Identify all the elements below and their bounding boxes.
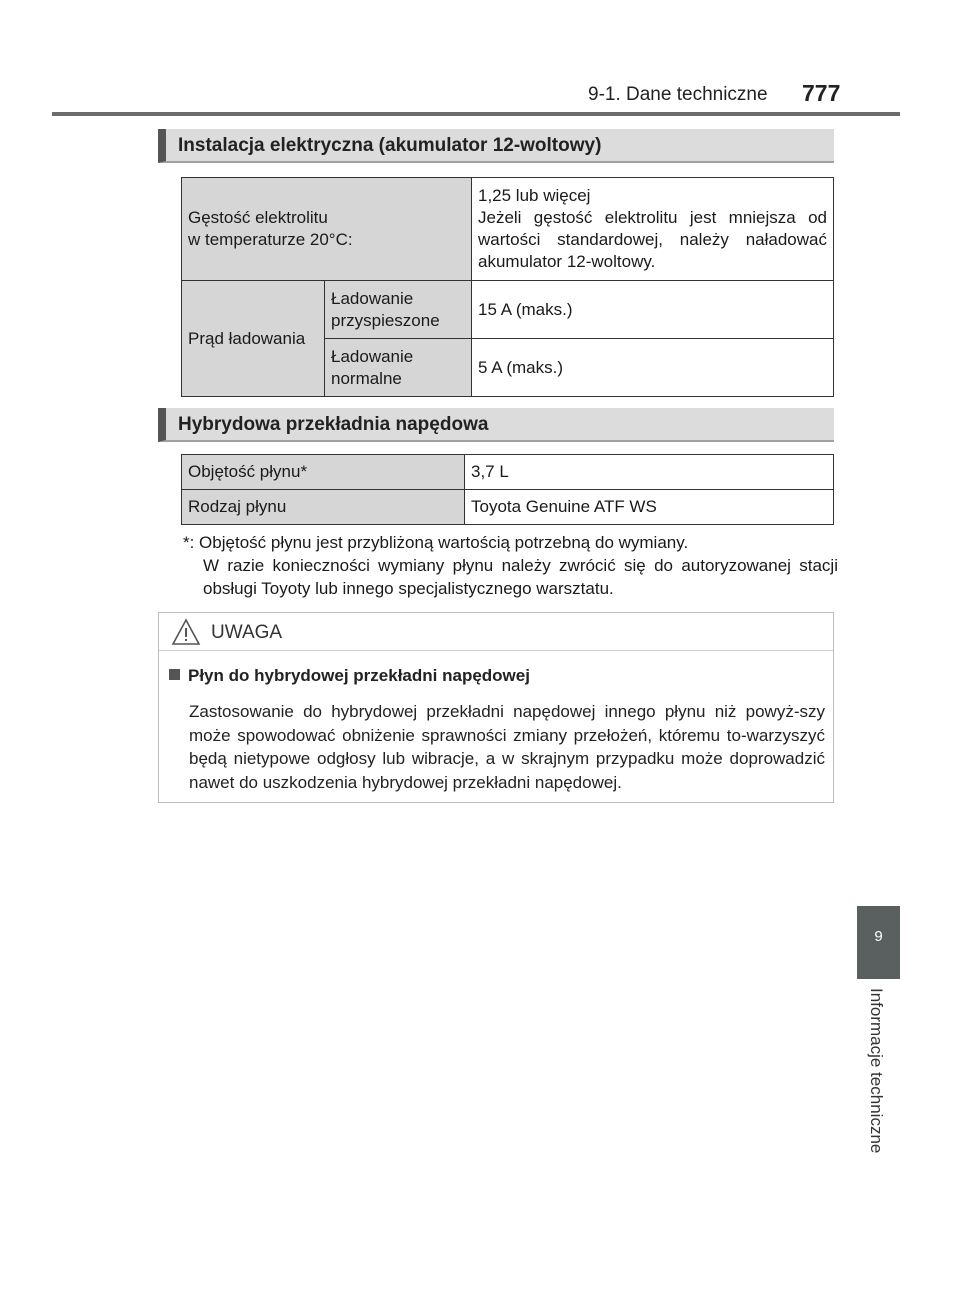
charging-value: 5 A (maks.) [478, 357, 564, 377]
table-row [182, 281, 834, 339]
charging-mode-line1: Ładowanie [331, 346, 414, 366]
chapter-label: Informacje techniczne [867, 988, 886, 1154]
spec-value-cell [465, 490, 834, 525]
warning-item-title [169, 666, 530, 686]
electrical-spec-table [181, 177, 834, 397]
warning-triangle-icon [171, 618, 201, 646]
density-value-cell [472, 178, 834, 281]
density-value-line2: Jeżeli gęstość elektrolitu jest mniejsza od wartości standardowej, należy naładować akumulator 12-woltowy. [478, 208, 827, 271]
chapter-number: 9 [874, 928, 883, 945]
warning-title-bar [159, 613, 833, 651]
charging-mode-line2: normalne [331, 368, 402, 388]
section-heading-transmission [158, 408, 834, 442]
header-rule [52, 112, 900, 116]
density-label-line2: w temperaturze 20°C: [188, 230, 353, 249]
spec-label: Objętość płynu* [188, 462, 308, 481]
charging-current-label: Prąd ładowania [188, 328, 306, 348]
density-value-line1: 1,25 lub więcej [478, 186, 591, 205]
footnote [183, 531, 838, 600]
footnote-continuation: W razie konieczności wymiany płynu należy zwrócić się do autoryzowanej stacji obsługi Toyoty lub innego specjalistycznego warsztatu. [203, 556, 838, 598]
square-bullet-icon [169, 669, 180, 680]
chapter-tab [857, 906, 900, 979]
density-label-line1: Gęstość elektrolitu [188, 208, 328, 227]
warning-item-title-text: Płyn do hybrydowej przekładni napędowej [188, 666, 530, 685]
spec-label-cell [182, 455, 465, 490]
charging-current-label-cell [182, 281, 325, 397]
spec-value: 3,7 L [471, 462, 509, 481]
page-number: 777 [802, 80, 841, 106]
section-heading-electrical [158, 129, 834, 163]
charging-mode-line2: przyspieszone [331, 310, 440, 330]
table-row [182, 490, 834, 525]
warning-item-text: Zastosowanie do hybrydowej przekładni napędowej innego płynu niż powyż-szy może spowodować obniżenie sprawności zmiany przełożeń, któremu to-warzyszyć będą nietypowe odgłosy lub wibracje, a w skrajnym przypadku może doprowadzić nawet do uszkodzenia hybrydowej przekładni napędowej. [189, 702, 825, 792]
density-label-cell [182, 178, 472, 281]
charging-value: 15 A (maks.) [478, 299, 573, 319]
table-row [182, 455, 834, 490]
warning-title: UWAGA [211, 622, 283, 643]
section-heading-text: Hybrydowa przekładnia napędowa [178, 414, 489, 435]
section-heading-text: Instalacja elektryczna (akumulator 12-woltowy) [178, 135, 602, 156]
table-row [182, 178, 834, 281]
charging-mode-cell [325, 281, 472, 339]
warning-box [158, 612, 834, 803]
spec-label: Rodzaj płynu [188, 497, 287, 516]
header-section-title: 9-1. Dane techniczne [588, 84, 768, 105]
spec-label-cell [182, 490, 465, 525]
spec-value: Toyota Genuine ATF WS [471, 497, 657, 516]
charging-mode-cell [325, 339, 472, 397]
charging-value-cell [472, 339, 834, 397]
transmission-spec-table [181, 454, 834, 525]
footnote-first-line: *: Objętość płynu jest przybliżoną wartością potrzebną do wymiany. [183, 533, 689, 552]
spec-value-cell [465, 455, 834, 490]
charging-mode-line1: Ładowanie [331, 288, 414, 308]
charging-value-cell [472, 281, 834, 339]
